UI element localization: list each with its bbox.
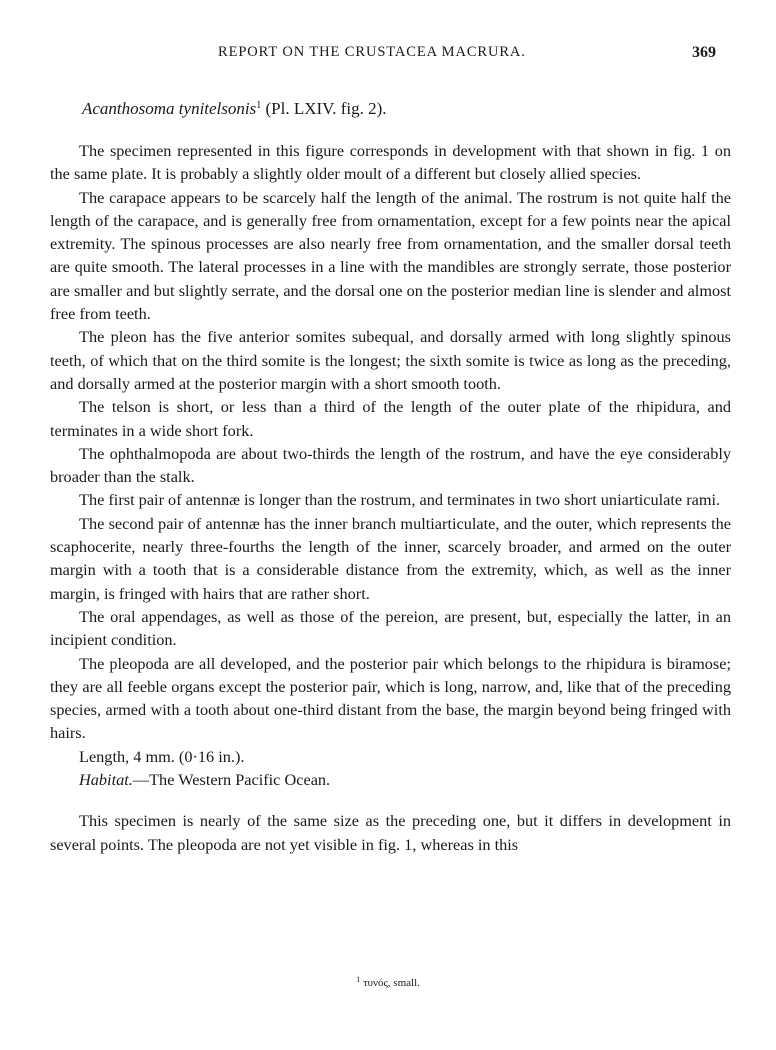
- paragraph: The specimen represented in this figure corresponds in development with that shown in fig. 1 on the same plate. It is probably a slightly older moult of a different but closely allied species.: [50, 141, 731, 184]
- body-text: [50, 139, 731, 856]
- page-header: [0, 44, 776, 68]
- footnote-ref: 1: [256, 100, 262, 111]
- habitat-value: —The Western Pacific Ocean.: [132, 770, 331, 790]
- footnote: [0, 975, 776, 989]
- paragraph: The carapace appears to be scarcely half the length of the animal. The rostrum is not quite half the length of the carapace, and is generally free from ornamentation, except for a few points near the apical extremity. The spinous processes are also nearly free from ornamentation, and the smaller dorsal teeth are quite smooth. The lateral processes in a line with the mandibles are strongly serrate, those posterior are smaller and but slightly serrate, and the dorsal one on the posterior median line is slender and almost free from teeth.: [50, 187, 731, 324]
- footnote-marker: 1: [356, 975, 361, 984]
- plate-reference: (Pl. LXIV. fig. 2).: [265, 99, 387, 118]
- habitat-line: [50, 768, 731, 791]
- running-title: REPORT ON THE CRUSTACEA MACRURA.: [218, 44, 526, 60]
- paragraph: The oral appendages, as well as those of the pereion, are present, but, especially the latter, in an incipient condition.: [50, 606, 731, 650]
- habitat-label: Habitat.: [79, 770, 133, 790]
- paragraph: The telson is short, or less than a third of the length of the outer plate of the rhipidura, and terminates in a wide short fork.: [50, 397, 731, 440]
- paragraph: The pleon has the five anterior somites subequal, and dorsally armed with long slightly spinous teeth, of which that on the third somite is the longest; the sixth somite is twice as long as the preceding, and dorsally armed at the posterior margin with a short smooth tooth.: [50, 327, 731, 393]
- footnote-text: τυνός, small.: [363, 977, 420, 989]
- paragraph: The first pair of antennæ is longer than the rostrum, and terminates in two short uniarticulate rami.: [79, 490, 721, 510]
- length-line: Length, 4 mm. (0·16 in.).: [79, 746, 245, 766]
- paragraph: The second pair of antennæ has the inner branch multiarticulate, and the outer, which represents the scaphocerite, nearly three-fourths the length of the inner, scarcely broader, and armed on the outer margin with a tooth that is a considerable distance from the extremity, which, as well as the inner margin, is fringed with hairs that are rather short.: [50, 513, 731, 603]
- species-heading: [82, 99, 742, 119]
- species-name: Acanthosoma tynitelsonis: [82, 99, 257, 118]
- closing-paragraph: This specimen is nearly of the same size as the preceding one, but it differs in development in several points. The pleopoda are not yet visible in fig. 1, whereas in this: [50, 811, 731, 854]
- page-number: 369: [692, 44, 716, 61]
- paragraph: The ophthalmopoda are about two-thirds the length of the rostrum, and have the eye considerably broader than the stalk.: [50, 443, 731, 487]
- paragraph: The pleopoda are all developed, and the posterior pair which belongs to the rhipidura is biramose; they are all feeble organs except the posterior pair, which is long, narrow, and, like that of the preceding species, armed with a tooth about one-third distant from the base, the margin beyond being fringed with hairs.: [50, 653, 731, 743]
